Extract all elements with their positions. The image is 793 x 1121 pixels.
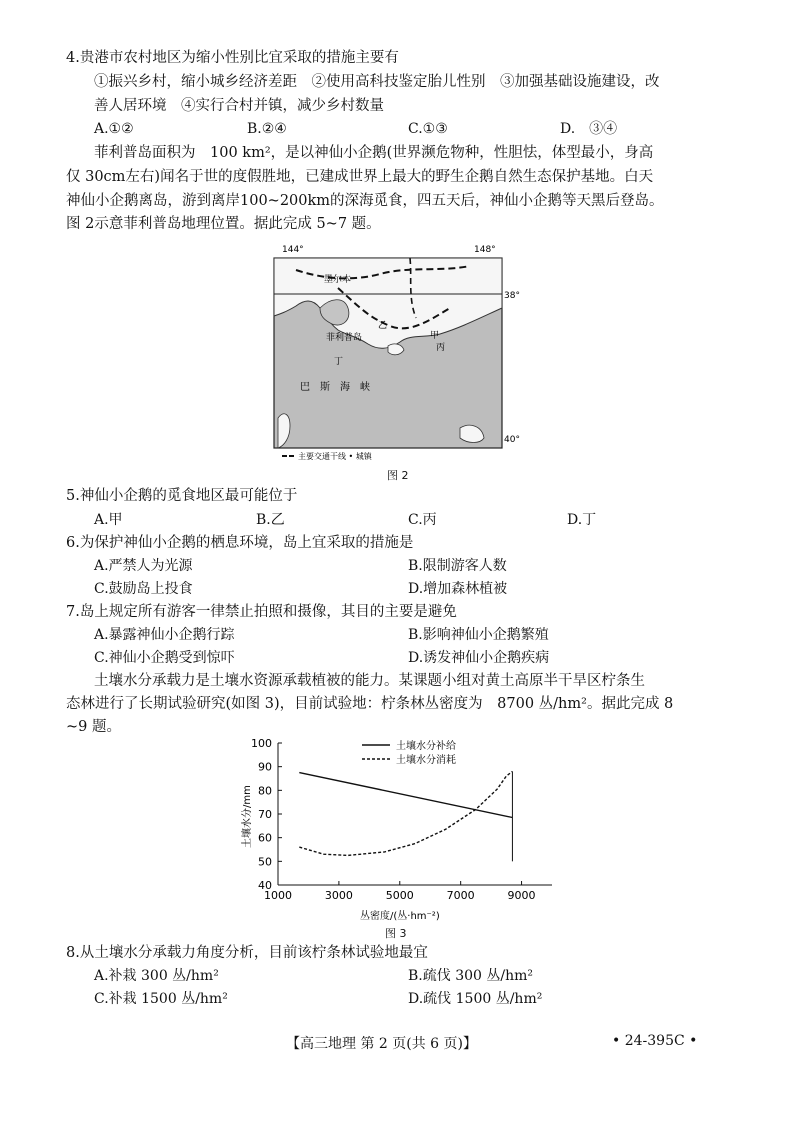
q7-option-d: D.诱发神仙小企鹅疾病 — [408, 650, 550, 666]
soil-moisture-chart — [230, 733, 570, 923]
q4-option-c: C.①③ — [408, 121, 448, 137]
q6-option-c: C.鼓励岛上投食 — [94, 581, 193, 597]
chart-legend — [362, 739, 456, 766]
y-tick-label: 100 — [251, 737, 272, 750]
chart-series — [299, 771, 512, 861]
footer-code: • 24-395C • — [612, 1033, 698, 1049]
chart-caption: 图 3 — [385, 927, 407, 940]
x-tick-label: 3000 — [324, 889, 353, 902]
map-label-island: 菲利普岛 — [326, 333, 363, 343]
passage1-line1: 菲利普岛面积为 100 km²，是以神仙小企鹅(世界濒危物种，性胆怯，体型最小，身高 — [94, 145, 654, 161]
y-tick-label: 80 — [258, 784, 272, 798]
lat-label-40: 40° — [504, 435, 520, 445]
q5-option-c: C.丙 — [408, 512, 437, 528]
q8-option-d: D.疏伐 1500 丛/hm² — [408, 991, 543, 1007]
q6-option-d: D.增加森林植被 — [408, 581, 508, 597]
lon-label-144: 144° — [282, 245, 304, 255]
footer-page-info: 【高三地理 第 2 页(共 6 页)】 — [286, 1036, 477, 1052]
map-caption: 图 2 — [387, 469, 409, 482]
map-label-jia: 甲 — [430, 331, 440, 341]
q6-stem: 6.为保护神仙小企鹅的栖息环境，岛上宜采取的措施是 — [66, 535, 414, 551]
lat-label-38: 38° — [504, 291, 520, 301]
passage1-line4: 图 2示意菲利普岛地理位置。据此完成 5~7 题。 — [66, 216, 381, 232]
x-axis-label: 丛密度/(丛·hm⁻²) — [360, 911, 440, 922]
q8-option-c: C.补栽 1500 丛/hm² — [94, 991, 228, 1007]
legend-label-1: 土壤水分补给 — [396, 741, 456, 752]
y-tick-label: 50 — [258, 855, 272, 869]
phillip-island-map — [260, 238, 520, 463]
q4-option-b: B.②④ — [247, 121, 287, 137]
y-axis-label: 土壤水分/mm — [242, 785, 253, 848]
map-label-bass-strait: 巴 斯 海 峡 — [300, 382, 370, 393]
q5-stem: 5.神仙小企鹅的觅食地区最可能位于 — [66, 488, 298, 504]
map-label-bing: 丙 — [436, 343, 446, 353]
map-label-melbourne: 墨尔本 — [324, 275, 352, 285]
q5-option-b: B.乙 — [256, 512, 285, 528]
passage1-line2: 仅 30cm左右)闻名于世的度假胜地，已建成世界上最大的野生企鹅自然生态保护基地。白天 — [66, 169, 654, 185]
q5-option-d: D.丁 — [567, 512, 597, 528]
q4-option-d: D. ③④ — [560, 121, 618, 137]
lon-label-148: 148° — [474, 245, 496, 255]
map-label-yi: 乙 — [378, 321, 388, 331]
q7-stem: 7.岛上规定所有游客一律禁止拍照和摄像，其目的主要是避免 — [66, 604, 457, 620]
q8-option-a: A.补栽 300 丛/hm² — [94, 968, 219, 984]
y-tick-label: 60 — [258, 831, 272, 845]
x-tick-label: 1000 — [264, 889, 292, 902]
series-line-1 — [299, 773, 512, 818]
passage2-line2: 态林进行了长期试验研究(如图 3)，目前试验地：柠条林丛密度为 8700 丛/hm²。据此完成 8 — [66, 696, 674, 712]
q8-option-b: B.疏伐 300 丛/hm² — [408, 968, 533, 984]
q5-option-a: A.甲 — [94, 512, 123, 528]
series-line-2 — [299, 771, 512, 855]
q4-option-a: A.①② — [94, 121, 134, 137]
x-tick-label: 9000 — [507, 889, 536, 902]
x-tick-label: 5000 — [385, 889, 414, 902]
q8-stem: 8.从土壤水分承载力角度分析，目前该柠条林试验地最宜 — [66, 945, 428, 961]
q7-option-a: A.暴露神仙小企鹅行踪 — [94, 627, 235, 643]
legend-label-2: 土壤水分消耗 — [396, 755, 456, 766]
q4-items-line2: 善人居环境 ④实行合村并镇，减少乡村数量 — [94, 98, 384, 114]
q7-option-b: B.影响神仙小企鹅繁殖 — [408, 627, 549, 643]
passage2-line3: ~9 题。 — [66, 719, 121, 735]
q4-stem: 4.贵港市农村地区为缩小性别比宜采取的措施主要有 — [66, 50, 399, 66]
y-tick-label: 70 — [258, 808, 272, 821]
q6-option-a: A.严禁人为光源 — [94, 558, 193, 574]
x-tick-label: 7000 — [446, 889, 475, 902]
map-label-ding: 丁 — [334, 357, 344, 367]
q7-option-c: C.神仙小企鹅受到惊吓 — [94, 650, 235, 666]
passage1-line3: 神仙小企鹅离岛，游到离岸100~200km的深海觅食，四五天后，神仙小企鹅等天黑后登岛。 — [66, 193, 664, 209]
map-legend: 主要交通干线 • 城镇 — [298, 452, 372, 461]
y-tick-label: 90 — [258, 760, 272, 774]
passage2-line1: 土壤水分承载力是土壤水资源承载植被的能力。某课题小组对黄土高原半干旱区柠条生 — [94, 673, 645, 689]
y-tick-label: 40 — [258, 879, 272, 892]
q4-items-line1: ①振兴乡村，缩小城乡经济差距 ②使用高科技鉴定胎儿性别 ③加强基础设施建设，改 — [94, 74, 660, 90]
q6-option-b: B.限制游客人数 — [408, 558, 507, 574]
